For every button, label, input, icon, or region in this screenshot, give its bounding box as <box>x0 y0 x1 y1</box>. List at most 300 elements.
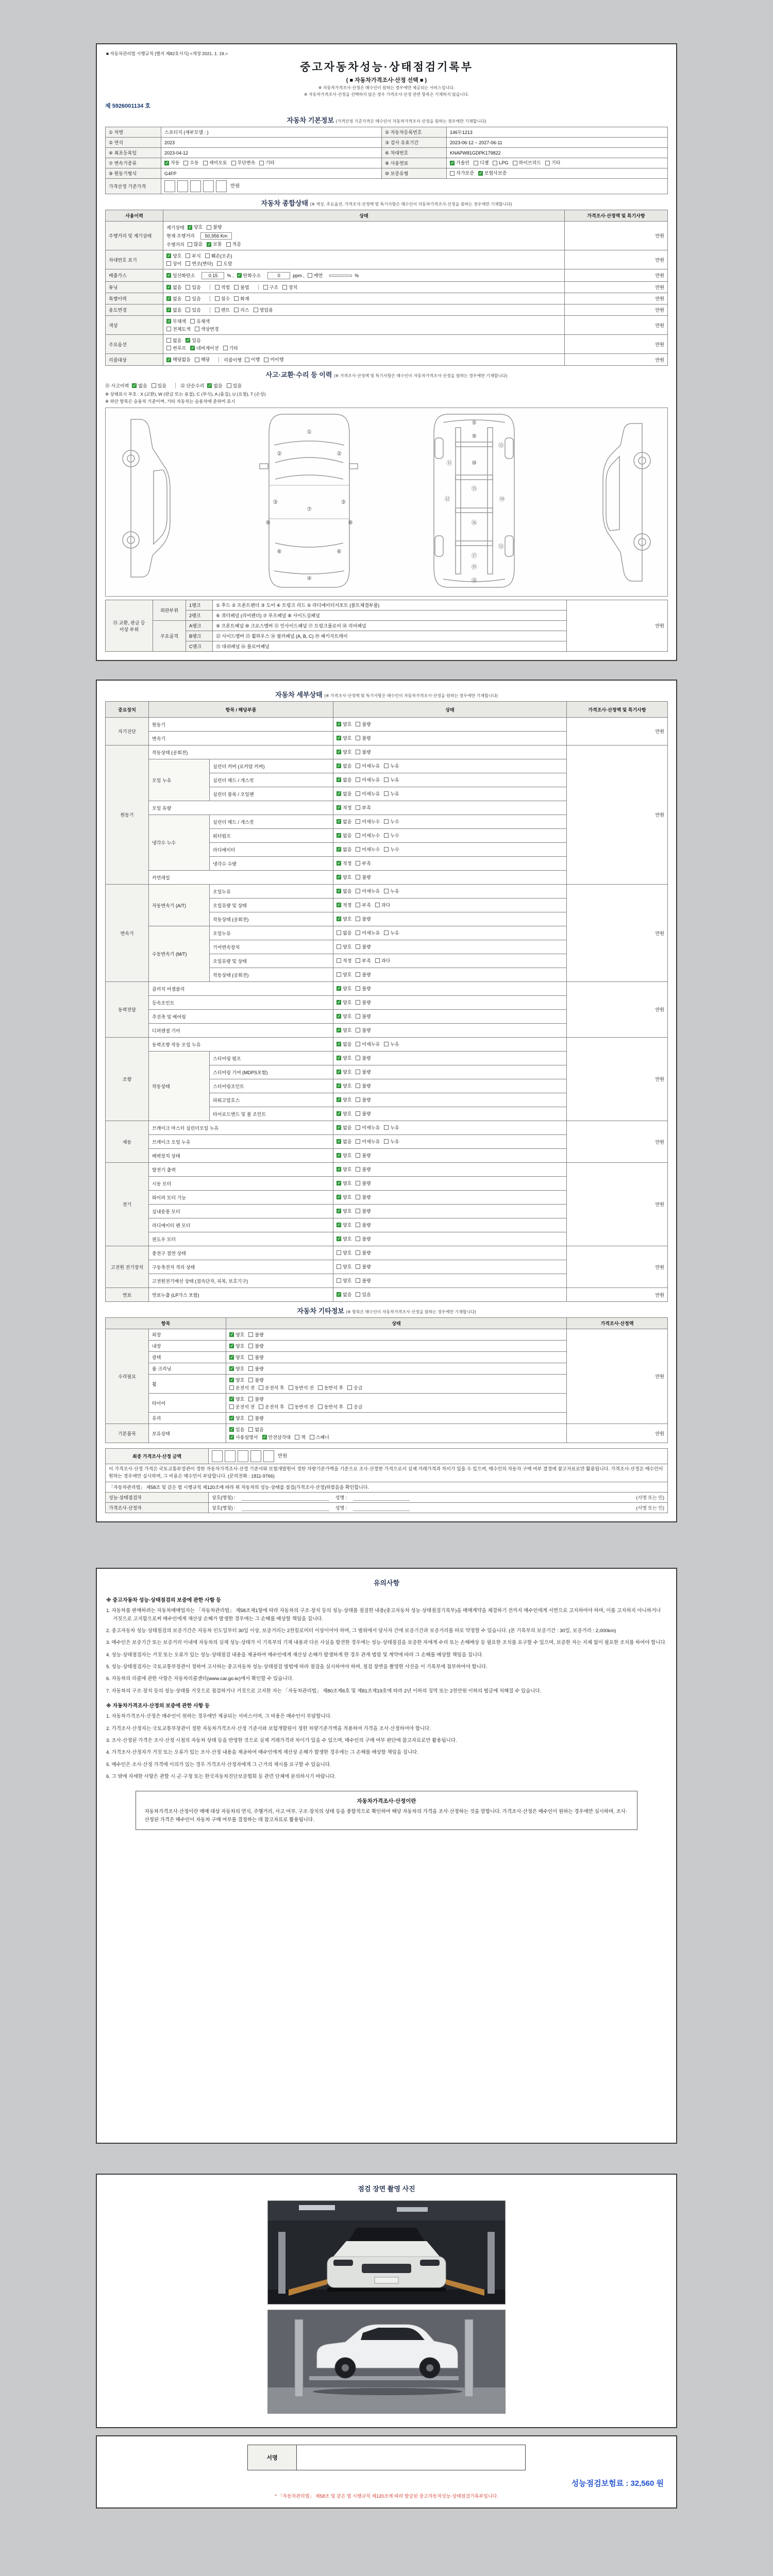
spacer <box>96 1522 677 1568</box>
checkbox-불량[interactable] <box>356 972 371 978</box>
checkbox-없음[interactable] <box>337 1125 351 1131</box>
checkbox-없음[interactable] <box>337 819 351 825</box>
checkbox-label: 없음 <box>173 337 182 343</box>
checkbox-적정[interactable] <box>337 958 351 964</box>
panel-parts: ⑫ 사이드멤버 ⑬ 휠하우스 ⑭ 필러패널 (A, B, C) ⑲ 패키지트레이 <box>213 631 567 641</box>
item-label: 작동상태 (공회전) <box>149 745 333 759</box>
status-options <box>333 1024 567 1038</box>
checkbox-불량[interactable] <box>356 916 371 922</box>
checkbox-label: 없음 <box>173 307 182 313</box>
checkbox-box <box>356 1292 360 1297</box>
amount-cell: 만원 <box>565 304 668 316</box>
field-label: ① 차명 <box>106 127 161 138</box>
svg-text:③: ③ <box>273 499 278 505</box>
checkbox-미세누유[interactable] <box>356 1041 380 1047</box>
name-blank[interactable] <box>353 1495 410 1501</box>
checkbox-불량[interactable] <box>356 1083 371 1089</box>
checkbox-무단변속[interactable] <box>231 160 256 166</box>
checkbox-있음[interactable] <box>227 383 242 389</box>
checkbox-양호[interactable] <box>188 224 203 230</box>
checkbox-box <box>384 1125 389 1130</box>
checkbox-양호[interactable] <box>229 1396 244 1402</box>
price-digit-box <box>203 180 214 192</box>
checkbox-label: LPG <box>499 160 509 166</box>
checkbox-자가보증[interactable] <box>450 170 474 176</box>
checkbox-양호[interactable] <box>337 721 351 727</box>
checkbox-잭[interactable] <box>295 1434 306 1440</box>
checkbox-수동[interactable] <box>183 160 198 166</box>
checkbox-box <box>356 1250 360 1255</box>
checkbox-양호[interactable] <box>337 1111 351 1117</box>
checkbox-있음[interactable] <box>356 1292 371 1298</box>
checkbox-box <box>337 791 341 796</box>
checkbox-양호[interactable] <box>337 1180 351 1187</box>
checkbox-label: 양호 <box>343 1264 352 1269</box>
checkbox-미세누유[interactable] <box>356 888 380 894</box>
signature-field[interactable] <box>297 2445 526 2470</box>
checkbox-미세누유[interactable] <box>356 791 380 797</box>
checkbox-있음[interactable] <box>186 284 200 291</box>
checkbox-양호[interactable] <box>229 1366 244 1372</box>
checkbox-침수[interactable] <box>215 296 230 302</box>
checkbox-양호[interactable] <box>337 1208 351 1214</box>
checkbox-누유[interactable] <box>384 1125 399 1131</box>
checkbox-양호[interactable] <box>229 1415 244 1421</box>
checkbox-box <box>263 285 268 290</box>
checkbox-없음[interactable] <box>337 777 351 783</box>
checkbox-미세누수[interactable] <box>356 819 380 825</box>
checkbox-누유[interactable] <box>384 1139 399 1145</box>
checkbox-부족[interactable] <box>356 958 371 964</box>
checkbox-해당없음[interactable] <box>166 357 191 363</box>
checkbox-동반석 전[interactable] <box>289 1385 314 1391</box>
item-label: 스티어링 펌프 <box>210 1052 333 1065</box>
checkbox-상이[interactable] <box>166 261 181 267</box>
status-options <box>333 954 567 968</box>
checkbox-불량[interactable] <box>356 1097 371 1103</box>
checkbox-훼손(오손)[interactable] <box>205 253 232 259</box>
checkbox-label: 구조 <box>269 284 278 290</box>
checkbox-누유[interactable] <box>384 791 399 797</box>
option-line <box>166 271 561 280</box>
checkbox-양호[interactable] <box>337 1236 351 1242</box>
checkbox-미세누유[interactable] <box>356 930 380 936</box>
checkbox-label: 없음 <box>343 763 352 769</box>
checkbox-미세누수[interactable] <box>356 833 380 839</box>
checkbox-동반석 후[interactable] <box>318 1404 343 1410</box>
checkbox-양호[interactable] <box>337 874 351 880</box>
checkbox-양호[interactable] <box>337 1069 351 1075</box>
checkbox-없음[interactable] <box>207 383 222 389</box>
checkbox-썬루프[interactable] <box>166 345 186 351</box>
title-note-2: ※ 자동차가격조사·산정을 선택하지 않은 경우 가격조사·산정 관련 항목은 기재하지 않습니다. <box>304 92 469 97</box>
checkbox-label: 양호 <box>343 721 352 727</box>
checkbox-불량[interactable] <box>356 1222 371 1228</box>
checkbox-적정[interactable] <box>337 860 351 867</box>
checkbox-box <box>356 903 360 907</box>
checkbox-미세누유[interactable] <box>356 1139 380 1145</box>
checkbox-없음[interactable] <box>166 307 181 313</box>
checkbox-누유[interactable] <box>384 930 399 936</box>
checkbox-label: 불량 <box>362 1097 371 1103</box>
checkbox-보통[interactable] <box>207 241 222 247</box>
checkbox-있음[interactable] <box>186 307 200 313</box>
checkbox-불량[interactable] <box>248 1343 263 1349</box>
checkbox-불량[interactable] <box>356 1208 371 1214</box>
checkbox-누유[interactable] <box>384 763 399 769</box>
checkbox-불량[interactable] <box>356 1166 371 1173</box>
checkbox-적정[interactable] <box>337 902 351 908</box>
checkbox-없음[interactable] <box>337 791 351 797</box>
checkbox-없음[interactable] <box>337 930 351 936</box>
checkbox-리스[interactable] <box>234 307 249 313</box>
section-title-etc <box>105 1302 668 1317</box>
notice-item: 1. 자동차를 판매하려는 자동차매매업자는 「자동차관리법」 제58조제1항에 따라 자동차의 구조·장치 등의 성능·상태를 점검한 내용(중고자동차 성능·상태점검기록부)을 매매계약을 체결하기 전까지 매수인에게 서면으로 고지하여야 하며, 이를 고지하지 아니하거나 거짓으로 고지함으로써 매수인에게 재산상 손해가 발생한 경우에는 그 손해를 배상할 책임을 집니다. <box>106 1608 661 1622</box>
checkbox-운전석 후[interactable] <box>259 1385 284 1391</box>
item-label: 추진축 및 베어링 <box>149 1010 333 1024</box>
checkbox-양호[interactable] <box>337 1250 351 1256</box>
checkbox-불량[interactable] <box>356 1180 371 1187</box>
checkbox-일산화탄소[interactable] <box>166 273 195 279</box>
checkbox-box <box>259 1385 263 1390</box>
checkbox-양호[interactable] <box>337 1222 351 1228</box>
checkbox-불량[interactable] <box>356 749 371 755</box>
checkbox-양호[interactable] <box>229 1354 244 1361</box>
checkbox-색상변경[interactable] <box>195 326 219 332</box>
name-label: 성명 : <box>335 1495 347 1500</box>
checkbox-양호[interactable] <box>229 1332 244 1338</box>
checkbox-양호[interactable] <box>337 735 351 741</box>
checkbox-없음[interactable] <box>337 1041 351 1047</box>
sign-or-seal-label: (서명 또는 인) <box>636 1495 664 1500</box>
checkbox-box <box>234 308 239 312</box>
checkbox-불량[interactable] <box>248 1354 263 1361</box>
checkbox-불량[interactable] <box>356 735 371 741</box>
status-options <box>333 1218 567 1232</box>
status-options <box>333 1052 567 1065</box>
table-row <box>106 1449 668 1464</box>
checkbox-불량[interactable] <box>356 1055 371 1061</box>
overall-condition-table <box>105 210 668 366</box>
checkbox-불량[interactable] <box>356 986 371 992</box>
checkbox-양호[interactable] <box>337 1097 351 1103</box>
checkbox-불량[interactable] <box>356 1027 371 1033</box>
checkbox-부족[interactable] <box>356 860 371 867</box>
checkbox-불량[interactable] <box>248 1396 263 1402</box>
checkbox-label: 없음 <box>213 383 223 388</box>
checkbox-불량[interactable] <box>356 1278 371 1284</box>
checkbox-동반석 후[interactable] <box>318 1385 343 1391</box>
checkbox-불량[interactable] <box>356 1153 371 1159</box>
checkbox-렌트[interactable] <box>215 307 230 313</box>
checkbox-box <box>337 805 341 810</box>
checkbox-양호[interactable] <box>337 1013 351 1020</box>
checkbox-없음[interactable] <box>337 763 351 769</box>
checkbox-불량[interactable] <box>356 944 371 950</box>
checkbox-운전석 후[interactable] <box>259 1404 284 1410</box>
table-row <box>106 354 668 366</box>
checkbox-box <box>474 161 478 165</box>
company-blank[interactable] <box>242 1505 329 1511</box>
diagram-basis-note: ※ 하단 항목은 승용차 기준이며, 기타 자동차는 승용차에 준하여 표시 <box>105 399 236 404</box>
section-note-basic: (가격산정 기준가격은 매수인이 자동차가격조사·산정을 원하는 경우에만 기재합니다) <box>335 119 486 124</box>
checkbox-box <box>308 273 312 278</box>
checkbox-미이행[interactable] <box>264 357 283 363</box>
checkbox-응급[interactable] <box>347 1385 362 1391</box>
checkbox-사용설명서[interactable] <box>229 1434 258 1440</box>
checkbox-없음[interactable] <box>337 833 351 839</box>
svg-text:⑰: ⑰ <box>471 553 477 559</box>
checkbox-응급[interactable] <box>347 1404 362 1410</box>
checkbox-무채색[interactable] <box>166 318 186 325</box>
checkbox-양호[interactable] <box>337 986 351 992</box>
checkbox-box <box>207 242 211 247</box>
checkbox-양호[interactable] <box>337 1166 351 1173</box>
status-cell <box>163 293 565 304</box>
checkbox-적법[interactable] <box>215 284 230 291</box>
checkbox-세미오토[interactable] <box>203 160 227 166</box>
checkbox-불량[interactable] <box>356 1069 371 1075</box>
checkbox-box <box>166 319 171 324</box>
checkbox-label: 사용설명서 <box>236 1434 258 1440</box>
item-label: 파워고압호스 <box>210 1093 333 1107</box>
checkbox-box <box>337 736 341 740</box>
checkbox-label: 네비게이션 <box>196 345 219 351</box>
checkbox-과다[interactable] <box>375 902 390 908</box>
checkbox-불법[interactable] <box>234 284 249 291</box>
checkbox-자동[interactable] <box>164 160 179 166</box>
checkbox-미세누유[interactable] <box>356 763 380 769</box>
checkbox-미세누수[interactable] <box>356 846 380 853</box>
etc-info-area <box>105 1317 668 1443</box>
price-digit-box <box>190 180 201 192</box>
checkbox-양호[interactable] <box>337 1027 351 1033</box>
checkbox-없음[interactable] <box>132 383 147 389</box>
checkbox-미세누유[interactable] <box>356 777 380 783</box>
checkbox-양호[interactable] <box>337 1055 351 1061</box>
amount-cell: 만원 <box>567 982 668 1038</box>
checkbox-label: 양호 <box>343 1111 352 1116</box>
signature-table <box>247 2445 526 2470</box>
checkbox-양호[interactable] <box>166 253 181 259</box>
company-blank[interactable] <box>242 1495 329 1501</box>
checkbox-불량[interactable] <box>356 999 371 1006</box>
column-header: 가격조사·산정액 <box>567 1318 668 1329</box>
checkbox-누유[interactable] <box>384 777 399 783</box>
checkbox-양호[interactable] <box>337 1153 351 1159</box>
checkbox-불량[interactable] <box>356 874 371 880</box>
group-label: 전기 <box>106 1163 149 1246</box>
checkbox-양호[interactable] <box>337 999 351 1006</box>
accident-history-line <box>105 382 668 389</box>
checkbox-label: 없음 <box>343 791 352 796</box>
checkbox-없음[interactable] <box>337 1139 351 1145</box>
amount-cell: 만원 <box>565 335 668 354</box>
checkbox-부식[interactable] <box>186 253 200 259</box>
item-label: 라디에이터 팬 모터 <box>149 1218 333 1232</box>
row-label: 주요옵션 <box>106 335 163 354</box>
item-label: 윈도우 모터 <box>149 1232 333 1246</box>
checkbox-기타[interactable] <box>259 160 274 166</box>
checkbox-label: 미세누유 <box>362 777 380 783</box>
checkbox-이행[interactable] <box>245 357 260 363</box>
checkbox-label: 양호 <box>343 1153 352 1158</box>
basic-info-area <box>105 127 668 194</box>
page-subtitle: ( ■ 자동차가격조사·산정 선택 ■ ) <box>346 77 427 83</box>
checkbox-누수[interactable] <box>384 819 399 825</box>
final-price-table <box>105 1448 668 1513</box>
checkbox-box <box>318 1404 323 1409</box>
checkbox-label: 있음 <box>157 383 167 388</box>
option-line <box>166 317 561 325</box>
checkbox-양호[interactable] <box>337 1264 351 1270</box>
table-row <box>106 316 668 335</box>
checkbox-불량[interactable] <box>356 1194 371 1200</box>
checkbox-불량[interactable] <box>356 1111 371 1117</box>
checkbox-label: 기타 <box>265 160 275 166</box>
checkbox-label: 리스 <box>240 307 249 313</box>
checkbox-누수[interactable] <box>384 833 399 839</box>
checkbox-불량[interactable] <box>248 1415 263 1421</box>
checkbox-없음[interactable] <box>166 296 181 302</box>
row-label: 주행거리 및 계기상태 <box>106 222 163 250</box>
checkbox-안전삼각대[interactable] <box>262 1434 291 1440</box>
checkbox-box <box>337 1042 341 1046</box>
checkbox-box <box>337 1264 341 1269</box>
checkbox-양호[interactable] <box>337 972 351 978</box>
checkbox-LPG[interactable] <box>493 160 508 166</box>
value-box: 0 <box>267 272 290 279</box>
checkbox-box <box>337 1167 341 1172</box>
checkbox-화재[interactable] <box>234 296 249 302</box>
checkbox-없음[interactable] <box>337 846 351 853</box>
checkbox-변조(변타)[interactable] <box>186 261 213 267</box>
option-line <box>166 336 561 344</box>
checkbox-부족[interactable] <box>356 805 371 811</box>
subgroup-label: 수동변속기 (M/T) <box>149 926 210 982</box>
item-label: 브레이크 오일 누유 <box>149 1135 333 1149</box>
checkbox-구조[interactable] <box>263 284 278 291</box>
checkbox-적음[interactable] <box>226 241 241 247</box>
checkbox-label: 누유 <box>390 763 399 769</box>
checkbox-장치[interactable] <box>282 284 297 291</box>
checkbox-디젤[interactable] <box>474 160 489 166</box>
checkbox-양호[interactable] <box>229 1343 244 1349</box>
checkbox-동반석 전[interactable] <box>289 1404 314 1410</box>
checkbox-적정[interactable] <box>337 805 351 811</box>
checkbox-box <box>356 1181 360 1185</box>
checkbox-매연[interactable] <box>308 273 323 279</box>
checkbox-양호[interactable] <box>337 1194 351 1200</box>
checkbox-양호[interactable] <box>337 1278 351 1284</box>
checkbox-box <box>356 917 360 921</box>
checkbox-있음[interactable] <box>229 1427 244 1433</box>
checkbox-운전석 전[interactable] <box>229 1404 255 1410</box>
checkbox-불량[interactable] <box>248 1366 263 1372</box>
checkbox-과다[interactable] <box>375 958 390 964</box>
checkbox-불량[interactable] <box>248 1332 263 1338</box>
checkbox-label: 없음 <box>343 833 352 838</box>
checkbox-box <box>356 1125 360 1130</box>
checkbox-불량[interactable] <box>356 1250 371 1256</box>
checkbox-누유[interactable] <box>384 888 399 894</box>
checkbox-없음[interactable] <box>337 888 351 894</box>
checkbox-많음[interactable] <box>188 241 203 247</box>
checkbox-label: 불량 <box>362 1083 371 1089</box>
checkbox-불량[interactable] <box>356 1013 371 1020</box>
svg-text:⑪: ⑪ <box>446 460 452 466</box>
rank-label: 1랭크 <box>186 600 213 611</box>
checkbox-있음[interactable] <box>186 296 200 302</box>
checkbox-해당[interactable] <box>195 357 210 363</box>
checkbox-양호[interactable] <box>337 749 351 755</box>
checkbox-전체도색[interactable] <box>166 326 191 332</box>
checkbox-없음[interactable] <box>166 337 181 344</box>
checkbox-유채색[interactable] <box>190 318 210 325</box>
checkbox-불량[interactable] <box>356 1236 371 1242</box>
item-label: 냉각수 수량 <box>210 857 333 871</box>
checkbox-label: 전체도색 <box>173 326 191 332</box>
spacer <box>96 2428 677 2435</box>
checkbox-없음[interactable] <box>337 1292 351 1298</box>
checkbox-누수[interactable] <box>384 846 399 853</box>
checkbox-미세누유[interactable] <box>356 1125 380 1131</box>
checkbox-탄화수소[interactable] <box>237 273 261 279</box>
checkbox-불량[interactable] <box>207 224 222 230</box>
name-blank[interactable] <box>353 1505 410 1511</box>
exchange-label: ⑬ 교환, 판금 등 이상 부위 <box>106 600 153 652</box>
checkbox-하이브리드[interactable] <box>513 160 541 166</box>
checkbox-기타[interactable] <box>545 160 560 166</box>
subgroup-label: 오일 누유 <box>149 759 210 801</box>
checkbox-기타[interactable] <box>223 345 238 351</box>
checkbox-도말[interactable] <box>217 261 232 267</box>
checkbox-운전석 전[interactable] <box>229 1385 255 1391</box>
checkbox-네비게이션[interactable] <box>190 345 219 351</box>
item-label: 오일유량 및 상태 <box>210 899 333 912</box>
checkbox-있음[interactable] <box>152 383 166 389</box>
checkbox-양호[interactable] <box>337 916 351 922</box>
checkbox-불량[interactable] <box>356 721 371 727</box>
checkbox-영업용[interactable] <box>254 307 273 313</box>
checkbox-양호[interactable] <box>337 1083 351 1089</box>
checkbox-있음[interactable] <box>186 337 200 344</box>
checkbox-불량[interactable] <box>356 1264 371 1270</box>
checkbox-보험사보증[interactable] <box>478 170 507 176</box>
checkbox-양호[interactable] <box>229 1377 244 1383</box>
checkbox-불량[interactable] <box>248 1377 263 1383</box>
checkbox-스패너[interactable] <box>310 1434 329 1440</box>
checkbox-부족[interactable] <box>356 902 371 908</box>
inspection-photo-underbody <box>267 2200 506 2304</box>
status-cell <box>163 250 565 269</box>
option-line <box>229 1353 563 1361</box>
checkbox-label: 불량 <box>255 1354 264 1360</box>
checkbox-box <box>356 736 360 740</box>
checkbox-box <box>248 1355 253 1360</box>
checkbox-label: 불량 <box>362 749 371 755</box>
checkbox-없음[interactable] <box>166 284 181 291</box>
checkbox-없음[interactable] <box>248 1427 263 1433</box>
checkbox-가솔린[interactable] <box>450 160 469 166</box>
checkbox-label: 미세누유 <box>362 1125 380 1130</box>
checkbox-label: 응급 <box>354 1404 363 1410</box>
price-digit-box <box>177 180 188 192</box>
checkbox-누유[interactable] <box>384 1041 399 1047</box>
notice-box <box>96 1568 677 2144</box>
checkbox-label: 과다 <box>381 902 391 908</box>
checkbox-양호[interactable] <box>337 944 351 950</box>
